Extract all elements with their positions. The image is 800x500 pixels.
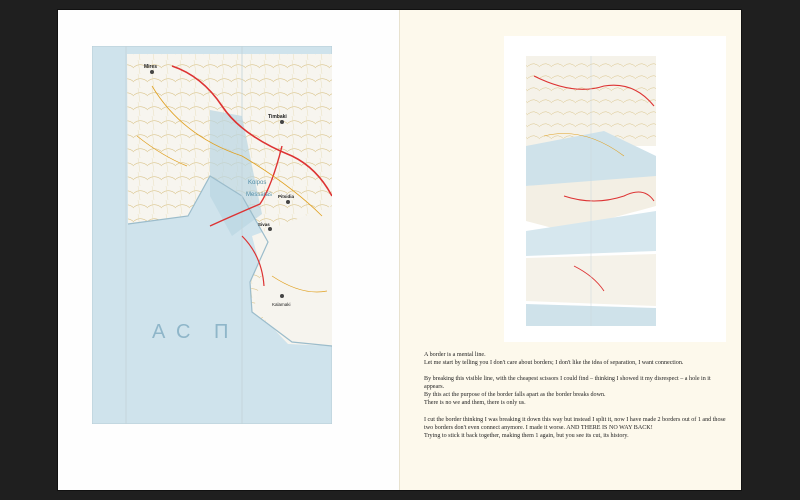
essay-line: Trying to stick it back together, making them 1 again, but you see its cut, its history. (424, 432, 629, 439)
map-big-letter: Π (214, 321, 229, 343)
book-spread (58, 10, 741, 490)
cut-map-photo (504, 36, 726, 342)
essay-line: Let me start by telling you I don't care about borders; I don't like the idea of separation, I want connection. (424, 360, 684, 367)
right-page (399, 10, 741, 490)
map-town-label: Sivas (258, 222, 270, 227)
paragraph-gap (424, 408, 729, 416)
spread-gutter (399, 10, 400, 490)
map-town-label: Kalamaki (272, 302, 291, 307)
essay-line: By this act the purpose of the border falls apart as the border breaks down. (424, 392, 606, 399)
folded-map-left (92, 46, 332, 424)
map-town-label: Mires (144, 64, 158, 70)
essay-line: By breaking this visible line, with the cheapest scissors I could find – thinking I showed it my disrespect – a hole in it appears. (424, 376, 711, 391)
map-town-label: Pitsidia (278, 194, 295, 199)
essay-text (424, 351, 729, 440)
map-big-letter: A (152, 321, 166, 343)
essay-line: There is no we and them, there is only us. (424, 400, 526, 407)
map-sea-label: Kolpos (248, 180, 267, 186)
map-big-letter: C (176, 321, 191, 343)
map-town-label: Timbaki (268, 114, 287, 120)
essay-line: A border is a mental line. (424, 352, 486, 358)
left-page (58, 10, 399, 490)
paragraph-gap (424, 367, 729, 375)
essay-line: I cut the border thinking I was breaking it down this way but instead I split it, now I have made 2 borders out of 1 and those two borders don't even connect anymore. I made it worse. AND THERE IS NO WAY BACK! (424, 416, 726, 431)
map-sea-label: Messaras (246, 192, 273, 198)
